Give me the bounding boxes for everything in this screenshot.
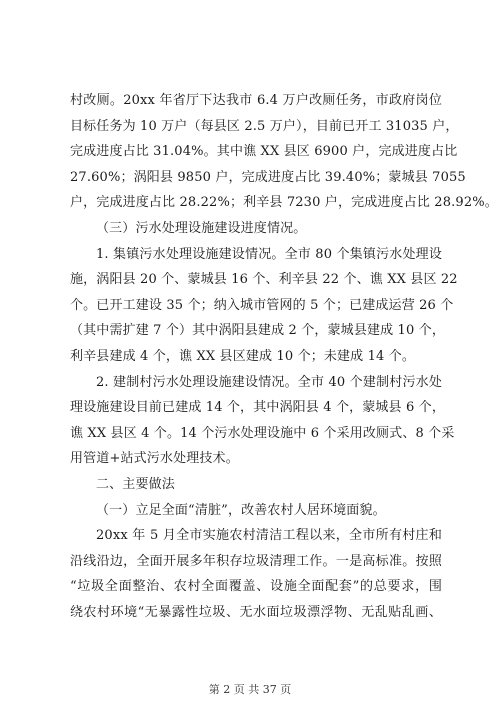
document-body — [70, 88, 498, 625]
text-line: 目标任务为 10 万户（每县区 2.5 万户），目前已开工 31035 户， — [70, 118, 459, 134]
text-line: 20xx 年 5 月全市实施农村清洁工程以来，全市所有村庄和 — [96, 528, 442, 544]
text-line: 村改厕。20xx 年省厅下达我市 6.4 万户改厕任务，市政府岗位 — [70, 93, 442, 108]
text-line: 完成进度占比 31.04%。其中谯 XX 县区 6900 户，完成进度占比 — [70, 144, 458, 160]
text-line: 户，完成进度占比 28.22%；利辛县 7230 户，完成进度占比 28.92%。 — [70, 195, 498, 211]
text-line: 绕农村环境“无暴露性垃圾、无水面垃圾漂浮物、无乱贴乱画、 — [70, 604, 442, 620]
text-line: 用管道+站式污水处理技术。 — [70, 451, 239, 467]
text-line: 2. 建制村污水处理设施建设情况。全市 40 个建制村污水处 — [96, 374, 442, 390]
text-line: 二、主要做法 — [96, 476, 175, 492]
text-line: 个。已开工建设 35 个；纳入城市管网的 5 个；已建成运营 26 个 — [70, 297, 454, 313]
text-line: （其中需扩建 7 个）其中涡阳县建成 2 个，蒙城县建成 10 个， — [70, 323, 445, 339]
text-line: 谯 XX 县区 4 个。14 个污水处理设施中 6 个采用改厕式、8 个采 — [70, 425, 455, 441]
text-line: 理设施建设目前已建成 14 个，其中涡阳县 4 个，蒙城县 6 个， — [70, 400, 445, 416]
page-footer: 第 2 页 共 37 页 — [208, 683, 292, 696]
text-line: 利辛县建成 4 个，谯 XX 县区建成 10 个；未建成 14 个。 — [70, 348, 416, 364]
text-line: 27.60%；涡阳县 9850 户，完成进度占比 39.40%；蒙城县 7055 — [70, 169, 466, 185]
text-line: （一）立足全面“清脏”，改善农村人居环境面貌。 — [96, 502, 386, 518]
text-line: （三）污水处理设施建设进度情况。 — [96, 220, 307, 236]
text-line: 沿线沿边，全面开展多年积存垃圾清理工作。一是高标准。按照 — [70, 553, 442, 569]
text-line: 施，涡阳县 20 个、蒙城县 16 个、利辛县 22 个、谯 XX 县区 22 — [70, 272, 458, 288]
text-line: “垃圾全面整治、农村全面覆盖、设施全面配套”的总要求，围 — [70, 579, 442, 595]
text-line: 1. 集镇污水处理设施建设情况。全市 80 个集镇污水处理设 — [96, 246, 442, 262]
